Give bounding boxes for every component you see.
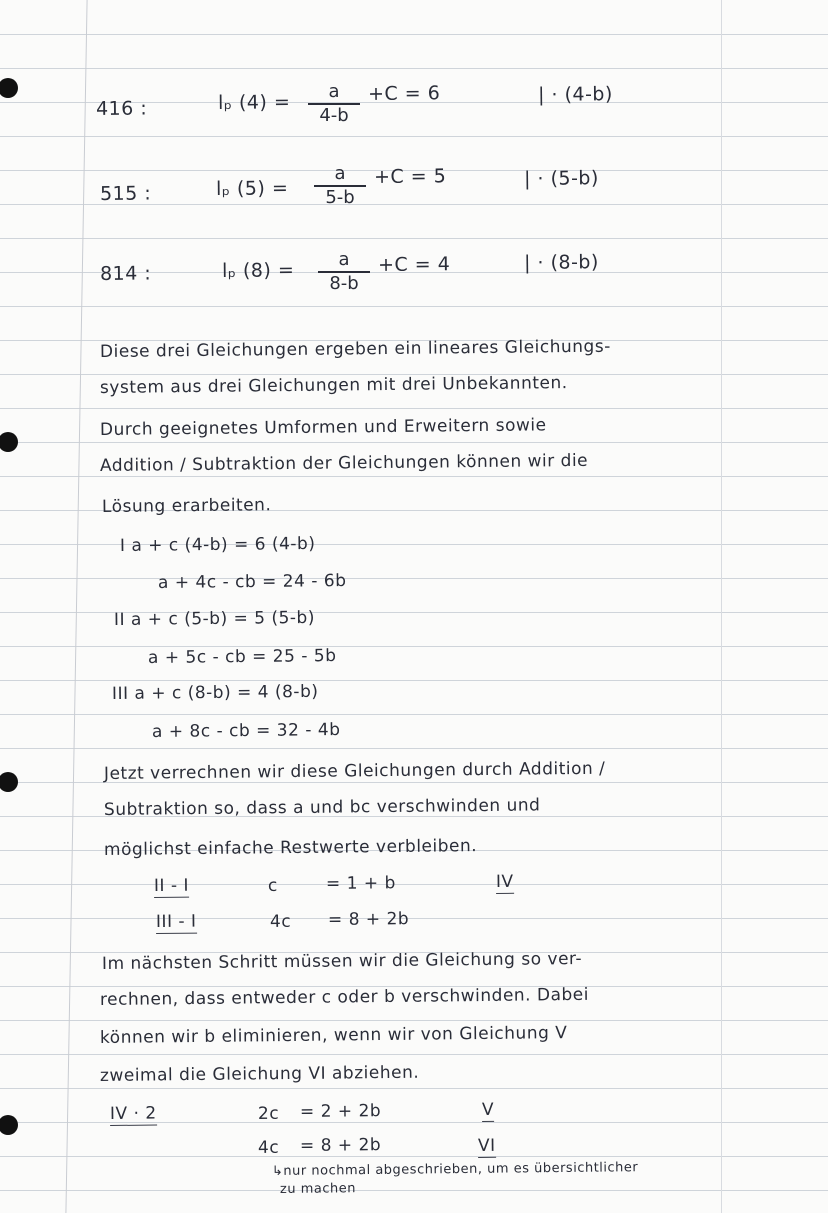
left-margin-line xyxy=(65,0,87,1213)
para1-line: Lösung erarbeiten. xyxy=(101,495,272,517)
system-eq-3-expanded: a + 8c - cb = 32 - 4b xyxy=(151,720,341,742)
eq1-fraction xyxy=(308,82,360,126)
para1-line: Durch geeignetes Umformen und Erweitern sowie xyxy=(99,415,547,440)
step1-lhs: 4c xyxy=(269,911,292,932)
para2-line: möglichst einfache Restwerte verbleiben. xyxy=(103,836,478,860)
step1-label: II - I xyxy=(153,875,190,896)
step2-tag: V xyxy=(481,1099,495,1120)
step2-tag: VI xyxy=(477,1135,496,1156)
step1-tag: IV xyxy=(495,871,514,892)
para2-line: Jetzt verrechnen wir diese Gleichungen durch Addition / xyxy=(103,758,606,784)
para3-line: rechnen, dass entweder c oder b verschwinden. Dabei xyxy=(99,984,590,1010)
eq3-lhs: lₚ (8) = xyxy=(221,259,295,282)
eq2-operation: | · (5-b) xyxy=(523,167,599,190)
eq2-rhs: +C = 5 xyxy=(373,165,447,188)
eq1-rhs: +C = 6 xyxy=(367,82,441,105)
eq3-denominator: 8-b xyxy=(329,272,359,294)
footnote-line: zu machen xyxy=(279,1181,357,1197)
step1-rhs: = 1 + b xyxy=(325,873,396,894)
footnote-line: ↳nur nochmal abgeschrieben, um es übersichtlicher xyxy=(271,1160,639,1179)
para3-line: zweimal die Gleichung VI abziehen. xyxy=(99,1062,420,1086)
system-eq-2-expanded: a + 5c - cb = 25 - 5b xyxy=(147,646,337,668)
system-eq-2: II a + c (5-b) = 5 (5-b) xyxy=(113,607,316,630)
eq2-fraction xyxy=(314,164,366,208)
step1-lhs: c xyxy=(267,875,278,896)
step1-label: III - I xyxy=(155,911,197,932)
eq2-numerator: a xyxy=(334,163,346,184)
eq3-operation: | · (8-b) xyxy=(523,251,599,274)
para1-line: Diese drei Gleichungen ergeben ein lineares Gleichungs- xyxy=(99,336,611,362)
step1-rhs: = 8 + 2b xyxy=(327,909,410,930)
system-eq-1: I a + c (4-b) = 6 (4-b) xyxy=(119,533,316,556)
punch-hole xyxy=(0,1115,18,1135)
punch-hole xyxy=(0,432,18,452)
step2-rhs: = 8 + 2b xyxy=(299,1135,382,1156)
right-margin-line xyxy=(721,0,722,1213)
eq1-lhs: lₚ (4) = xyxy=(217,91,291,114)
eq2-denominator: 5-b xyxy=(325,186,355,208)
system-eq-1-expanded: a + 4c - cb = 24 - 6b xyxy=(157,571,347,593)
step2-lhs: 2c xyxy=(257,1103,280,1124)
punch-hole xyxy=(0,78,18,98)
eq2-lhs: lₚ (5) = xyxy=(215,177,289,200)
step2-rhs: = 2 + 2b xyxy=(299,1101,382,1122)
punch-hole xyxy=(0,772,18,792)
para3-line: können wir b eliminieren, wenn wir von Gleichung V xyxy=(99,1023,568,1048)
para2-line: Subtraktion so, dass a und bc verschwinden und xyxy=(103,795,541,820)
eq1-denominator: 4-b xyxy=(319,104,349,126)
eq3-label: 814 : xyxy=(99,262,152,285)
eq1-label: 416 : xyxy=(95,97,148,120)
para1-line: Addition / Subtraktion der Gleichungen können wir die xyxy=(99,450,589,476)
system-eq-3: III a + c (8-b) = 4 (8-b) xyxy=(111,681,319,704)
eq3-numerator: a xyxy=(338,249,350,270)
para3-line: Im nächsten Schritt müssen wir die Gleichung so ver- xyxy=(101,948,583,974)
eq3-fraction xyxy=(318,250,370,294)
step2-label: IV · 2 xyxy=(109,1103,157,1124)
eq1-operation: | · (4-b) xyxy=(537,83,613,106)
eq3-rhs: +C = 4 xyxy=(377,253,451,276)
step2-lhs: 4c xyxy=(257,1137,280,1158)
para1-line: system aus drei Gleichungen mit drei Unbekannten. xyxy=(99,373,568,398)
eq1-numerator: a xyxy=(328,81,340,102)
eq2-label: 515 : xyxy=(99,182,152,205)
